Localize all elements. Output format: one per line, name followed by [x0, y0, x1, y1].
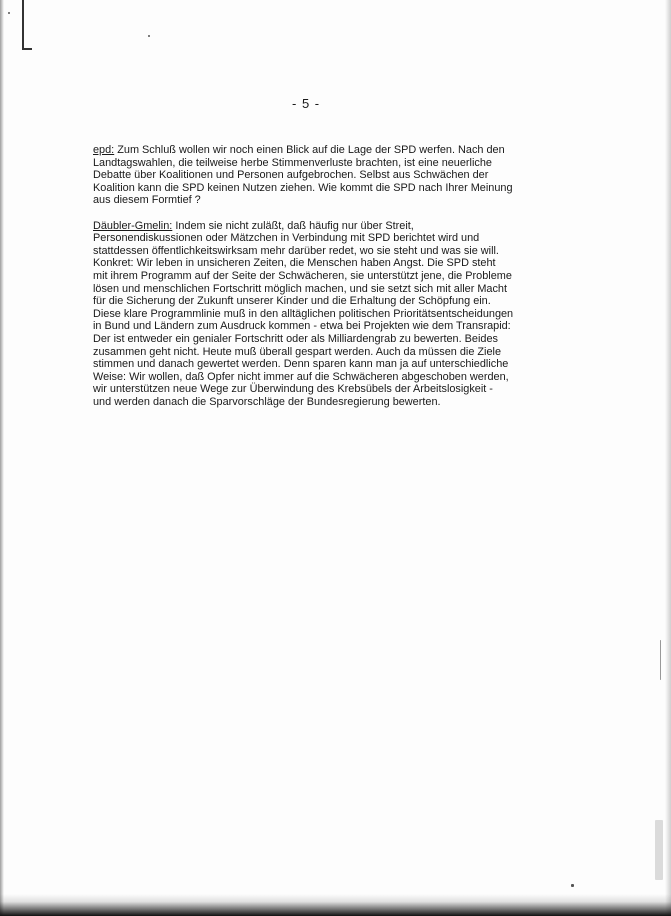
scan-speckle: [148, 35, 150, 37]
text-line: [93, 220, 533, 233]
scan-speckle: [655, 820, 663, 880]
text-line: in Bund und Ländern zum Ausdruck kommen - etwa bei Projekten wie dem Transrapid:: [93, 320, 511, 333]
text-line: lösen und menschlichen Fortschritt möglich machen, und sie setzt sich mit aller Macht: [93, 282, 508, 295]
text-line: Landtagswahlen, die teilweise herbe Stimmenverluste brachten, ist eine neuerliche: [93, 156, 492, 169]
text-line: und werden danach die Sparvorschläge der Bundesregierung bewerten.: [93, 395, 441, 408]
text-line: Diese klare Programmlinie muß in den alltäglichen politischen Prioritätsentscheidungen: [93, 307, 514, 320]
speaker-label: epd:: [93, 144, 115, 156]
scan-bottom-shadow: [0, 894, 671, 916]
text-line: mit ihrem Programm auf der Seite der Schwächeren, sie unterstützt jene, die Probleme: [93, 269, 512, 282]
text-line: stattdessen öffentlichkeitswirksam mehr darüber redet, wo sie steht und was sie will.: [93, 244, 499, 257]
scan-mark-top-left: [22, 0, 24, 48]
text-line: wir unterstützen neue Wege zur Überwindung des Krebsübels der Arbeitslosigkeit -: [93, 383, 493, 396]
text-line: [93, 144, 533, 157]
scan-speckle: [571, 884, 574, 887]
interview-answer: [93, 220, 533, 409]
text-line: Weise: Wir wollen, daß Opfer nicht immer auf die Schwächeren abgeschoben werden,: [93, 370, 509, 383]
scan-left-edge-shadow: [0, 0, 4, 916]
text-line: Koalition kann die SPD keinen Nutzen ziehen. Wie kommt die SPD nach Ihrer Meinung: [93, 181, 513, 194]
document-body: [93, 144, 533, 421]
text-line: Debatte über Koalitionen und Personen aufgebrochen. Selbst aus Schwächen der: [93, 169, 489, 182]
text-line: aus diesem Formtief ?: [93, 194, 201, 207]
text-line-fragment: Indem sie nicht zuläßt, daß häufig nur über Streit,: [172, 219, 414, 232]
text-line: für die Sicherung der Zukunft unserer Kinder und die Erhaltung der Schöpfung ein.: [93, 295, 491, 308]
page-number: - 5 -: [292, 96, 321, 111]
text-line: Konkret: Wir leben in unsicheren Zeiten, die Menschen haben Angst. Die SPD steht: [93, 257, 496, 270]
text-line-fragment: Zum Schluß wollen wir noch einen Blick auf die Lage der SPD werfen. Nach den: [114, 144, 505, 156]
scan-speckle: [660, 640, 661, 680]
text-line: zusammen geht nicht. Heute muß überall gespart werden. Auch da müssen die Ziele: [93, 345, 502, 358]
scan-mark-top-left-horizontal: [22, 48, 32, 50]
interview-question: [93, 144, 533, 207]
scan-right-edge-shadow: [665, 0, 671, 916]
text-line: Personendiskussionen oder Mätzchen in Verbindung mit SPD berichtet wird und: [93, 232, 480, 245]
scan-speckle: [8, 12, 10, 14]
text-line: stimmen und danach gewertet werden. Denn sparen kann man ja auf unterschiedliche: [93, 358, 509, 371]
speaker-label: Däubler-Gmelin:: [93, 219, 173, 232]
text-line: Der ist entweder ein genialer Fortschritt oder als Milliardengrab zu bewerten. Beides: [93, 332, 498, 345]
